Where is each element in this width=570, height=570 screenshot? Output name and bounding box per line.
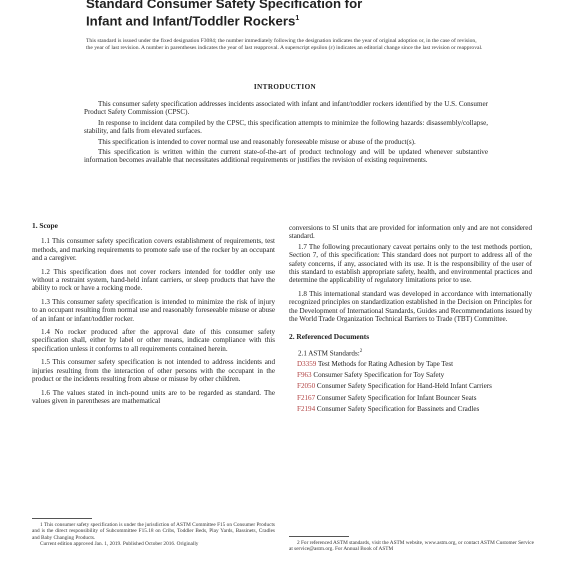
document-title xyxy=(86,0,526,28)
scope-paragraph: 1.4 No rocker produced after the approval date of this consumer safety specification shall, either by label or other means, indicate compliance with this specification unless it conforms to all requirements contained herein. xyxy=(32,328,275,353)
intro-paragraph: This specification is written within the current state-of-the-art of product technology and will be updated whenever substantive information becomes available that necessitates additional requirements or justifies the revision of existing requirements. xyxy=(84,148,488,165)
intro-paragraph: In response to incident data compiled by the CPSC, this specification attempts to minimize the following hazards: disassembly/collapse, stability, and falls from elevated surfaces. xyxy=(84,118,488,136)
reference-link[interactable]: D3359 xyxy=(297,359,317,368)
scope-paragraph: 1.2 This specification does not cover rockers intended for toddler only use without a restraint system, hand-held infant carriers, or sleep products that have the ability to rock or have a rocking mode. xyxy=(32,267,275,293)
astm-standards-label xyxy=(289,348,532,358)
reference-item xyxy=(289,360,532,368)
footnote-text: 1 This consumer safety specification is under the jurisdiction of ASTM Committee F15 on Consumer Products and is the direct responsibility of Subcommittee F15.18 on Cribs, Toddler Beds, Play Yards, Bassinets, Cradles and Baby Changing Products. xyxy=(32,522,275,541)
reference-title: Consumer Safety Specification for Infant Bouncer Seats xyxy=(316,393,477,402)
scope-paragraph: 1.8 This international standard was developed in accordance with internationally recognized principles on standardization established in the Decision on Principles for the Development of International Standards, Guides and Recommendations issued by the World Trade Organization Technical Barriers to Trade (TBT) Committee. xyxy=(289,289,532,324)
intro-paragraph: This specification is intended to cover normal use and reasonably foreseeable misuse or abuse of the product(s). xyxy=(98,137,416,146)
scope-paragraph: 1.7 The following precautionary caveat pertains only to the test methods portion, Section 7, of this specification: This standard does not purport to address all of the safety concerns, if any, associated with its use. It is the responsibility of the user of this standard to establish appropriate safety, health, and environmental practices and determine the applicability of regulatory limitations prior to use. xyxy=(289,242,532,285)
footnote-text: Current edition approved Jan. 1, 2019. Published October 2016. Originally xyxy=(40,540,199,547)
astm-standards-text: 2.1 ASTM Standards: xyxy=(298,349,360,358)
reference-link[interactable]: F2050 xyxy=(297,382,316,391)
scope-paragraph: 1.6 The values stated in inch-pound units are to be regarded as standard. The values given in parentheses are mathematical xyxy=(32,388,275,405)
designation-notice: This standard is issued under the fixed designation F3084; the number immediately following the designation indicates the year of original adoption or, in the case of revision, the year of last revision. A number in parentheses indicates the year of last reapproval. A superscript epsilon (ε) indicates an editorial change since the last revision or reapproval. xyxy=(86,38,483,51)
section-scope-heading: 1. Scope xyxy=(32,221,58,230)
introduction-body xyxy=(84,100,488,167)
reference-link[interactable]: F2194 xyxy=(297,405,316,414)
footnote-text: 2 For referenced ASTM standards, visit the ASTM website, www.astm.org, or contact ASTM Customer Service at service@astm.org. For Annual Book of ASTM xyxy=(289,540,534,553)
right-column xyxy=(289,224,532,417)
section-referenced-documents-heading: 2. Referenced Documents xyxy=(289,332,370,342)
title-line-2 xyxy=(86,11,526,28)
scope-paragraph: 1.5 This consumer safety specification is not intended to address incidents and injuries resulting from the interaction of other persons with the occupant in the product or the incidents resulting from abuse or misuse by other children. xyxy=(32,358,275,384)
reference-title: Test Methods for Rating Adhesion by Tape Test xyxy=(317,359,454,368)
reference-link[interactable]: F2167 xyxy=(297,393,316,402)
reference-item xyxy=(289,405,532,413)
astm-standards-footnote-mark: 2 xyxy=(359,348,363,354)
reference-item xyxy=(289,382,532,390)
scope-paragraph: 1.3 This consumer safety specification is intended to minimize the risk of injury to an occupant resulting from normal use and reasonably foreseeable misuse or abuse of an infant or infant/toddler rocker. xyxy=(32,297,275,323)
reference-item xyxy=(289,371,532,379)
left-column xyxy=(32,222,275,410)
introduction-heading: INTRODUCTION xyxy=(253,83,317,91)
title-line-2-text: Infant and Infant/Toddler Rockers xyxy=(86,13,296,29)
scope-paragraph: 1.1 This consumer safety specification covers establishment of requirements, test methods, and marking requirements to promote safe use of the rocker by an occupant and a caregiver. xyxy=(32,237,275,263)
footnote-left xyxy=(32,522,275,547)
title-line-1: Standard Consumer Safety Specification for xyxy=(86,0,363,11)
title-footnote-mark: 1 xyxy=(295,15,300,22)
footnote-rule-left xyxy=(32,518,92,519)
reference-item xyxy=(289,394,532,402)
reference-title: Consumer Safety Specification for Bassinets and Cradles xyxy=(316,405,480,414)
reference-link[interactable]: F963 xyxy=(297,371,312,380)
scope-paragraph-continued: conversions to SI units that are provided for information only and are not considered standard. xyxy=(289,224,532,241)
footnote-right xyxy=(289,540,534,553)
reference-title: Consumer Safety Specification for Toy Safety xyxy=(313,371,445,380)
reference-title: Consumer Safety Specification for Hand-Held Infant Carriers xyxy=(316,382,492,391)
footnote-rule-right xyxy=(289,536,349,537)
intro-paragraph: This consumer safety specification addresses incidents associated with infant and infant/toddler rockers identified by the U.S. Consumer Product Safety Commission (CPSC). xyxy=(84,100,488,117)
